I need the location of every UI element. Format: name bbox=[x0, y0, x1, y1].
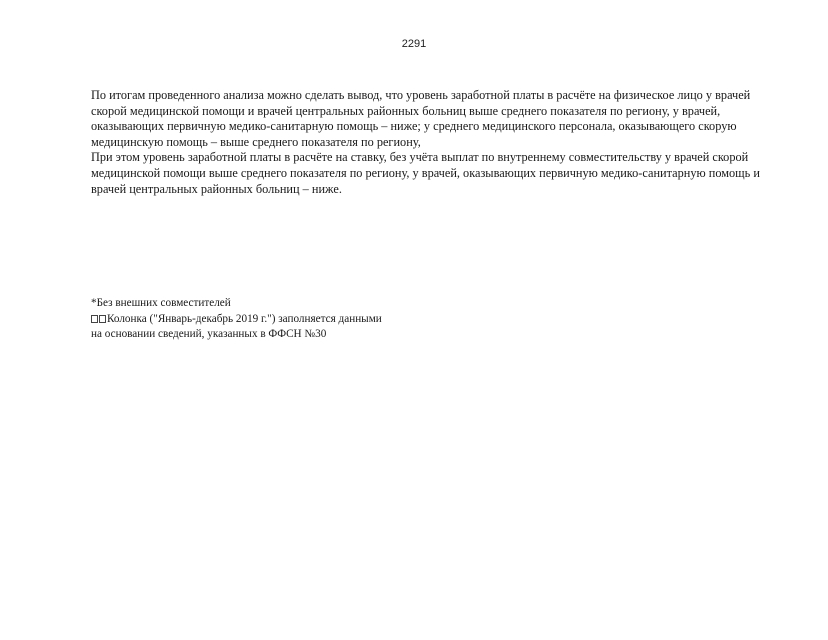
footnote-column-text: Колонка ("Январь-декабрь 2019 г.") заполняется данными bbox=[107, 312, 382, 325]
page-number: 2291 bbox=[401, 38, 427, 50]
footnote-external-part-timers: *Без внешних совместителей bbox=[91, 297, 231, 309]
text-line: скорой медицинской помощи и врачей центральных районных больниц выше среднего показателя по региону, у врачей, bbox=[91, 103, 721, 118]
footnotes bbox=[91, 296, 511, 343]
paragraph-1 bbox=[91, 88, 791, 150]
text-line: При этом уровень заработной платы в расчёте на ставку, без учёта выплат по внутреннему совместительству у врачей скорой bbox=[91, 150, 749, 165]
missing-glyph-icon bbox=[99, 315, 106, 323]
text-line: медицинской помощи выше среднего показателя по региону, у врачей, оказывающих первичную медико-санитарную помощь и bbox=[91, 165, 760, 180]
missing-glyph-icon bbox=[91, 315, 98, 323]
conclusion-text bbox=[91, 88, 791, 197]
text-line: медицинскую помощь – выше среднего показателя по региону, bbox=[91, 134, 421, 149]
paragraph-2 bbox=[91, 150, 791, 197]
text-line: врачей центральных районных больниц – ниже. bbox=[91, 181, 342, 196]
footnote-source-note: на основании сведений, указанных в ФФСН №30 bbox=[91, 328, 327, 340]
footnote-column-note bbox=[91, 312, 511, 328]
text-line: По итогам проведенного анализа можно сделать вывод, что уровень заработной платы в расчёте на физическое лицо у врачей bbox=[91, 88, 751, 102]
text-line: оказывающих первичную медико-санитарную помощь – ниже; у среднего медицинского персонала, оказывающего скорую bbox=[91, 119, 737, 134]
